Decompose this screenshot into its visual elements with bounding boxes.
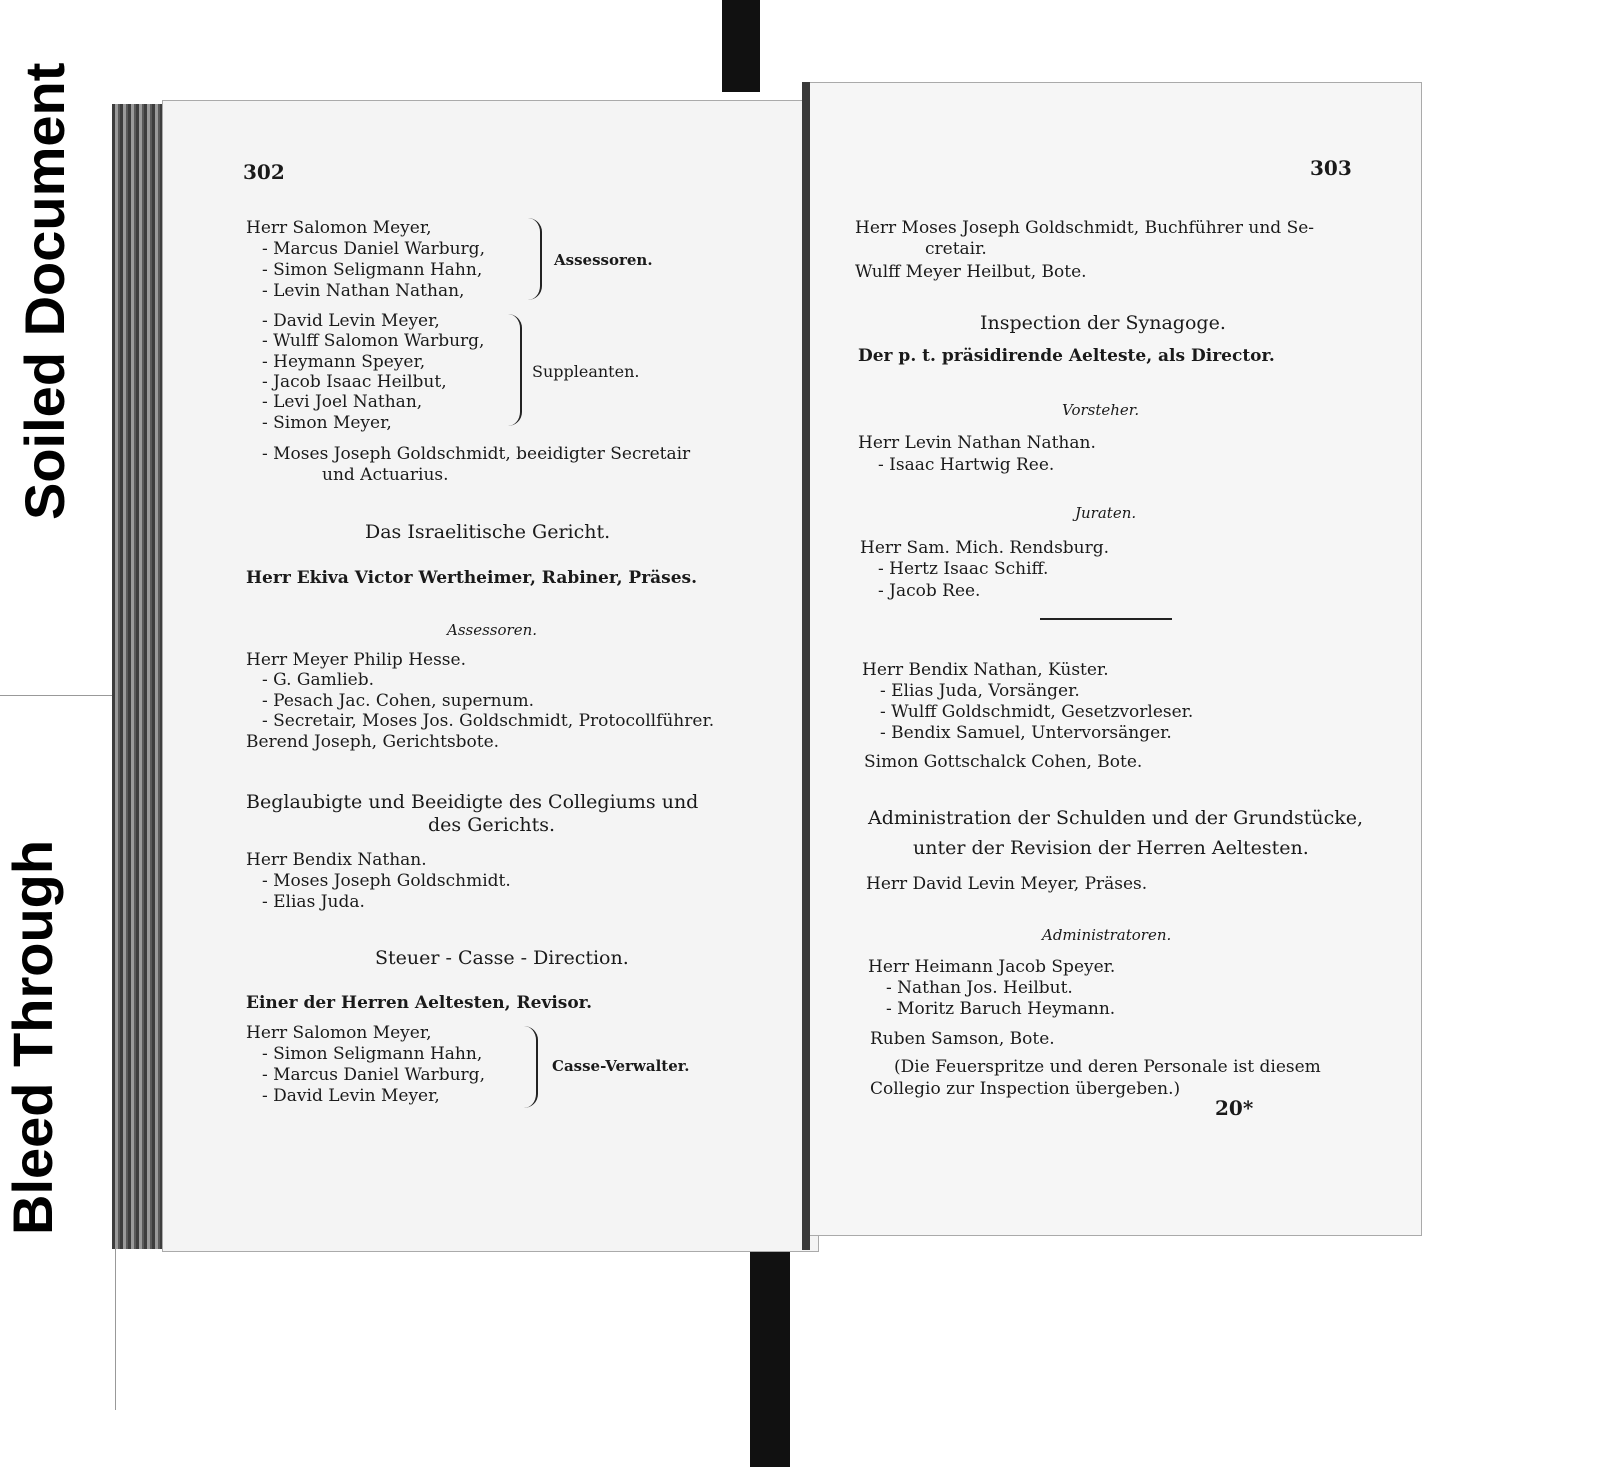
section-divider	[1040, 618, 1172, 620]
admin-bote: Ruben Samson, Bote.	[870, 1029, 1055, 1049]
brace-bracket	[524, 1026, 538, 1108]
gericht-praeses: Herr Ekiva Victor Wertheimer, Rabiner, Präses.	[246, 568, 698, 588]
vorsteher-member: - Isaac Hartwig Ree.	[878, 455, 1055, 475]
synagoge-heading: Inspection der Synagoge.	[980, 312, 1226, 334]
administrator-member: - Moritz Baruch Heymann.	[886, 999, 1116, 1019]
administratoren-heading: Administratoren.	[1042, 926, 1172, 944]
left-page	[162, 100, 819, 1252]
beglaubigte-member: - Moses Joseph Goldschmidt.	[262, 871, 511, 891]
suppleant-line: - Heymann Speyer,	[262, 352, 426, 372]
gericht-assessor: Herr Meyer Philip Hesse.	[246, 650, 466, 670]
top-tape	[722, 0, 760, 92]
juraten-member: - Jacob Ree.	[878, 581, 981, 601]
beglaubigte-heading: Beglaubigte und Beeidigte des Collegiums und	[246, 791, 699, 813]
suppleant-line: - Levi Joel Nathan,	[262, 392, 423, 412]
bottom-tape	[750, 1252, 790, 1467]
casse-member: - Simon Seligmann Hahn,	[262, 1044, 483, 1064]
left-page-number: 302	[243, 160, 285, 184]
gericht-heading: Das Israelitische Gericht.	[365, 521, 611, 543]
kuester-member: Herr Bendix Nathan, Küster.	[862, 660, 1109, 680]
gericht-assessor: - G. Gamlieb.	[262, 670, 374, 690]
synagoge-director: Der p. t. präsidirende Aelteste, als Director.	[858, 346, 1275, 366]
casse-member: Herr Salomon Meyer,	[246, 1023, 432, 1043]
secretair-line: und Actuarius.	[322, 465, 449, 485]
assessoren-label: Assessoren.	[554, 251, 653, 269]
gericht-assessor: - Secretair, Moses Jos. Goldschmidt, Protocollführer.	[262, 711, 715, 731]
administrator-member: Herr Heimann Jacob Speyer.	[868, 957, 1116, 977]
bote-line: Wulff Meyer Heilbut, Bote.	[855, 262, 1087, 282]
beglaubigte-member: - Elias Juda.	[262, 892, 365, 912]
steuer-revisor: Einer der Herren Aeltesten, Revisor.	[246, 993, 593, 1013]
vorsteher-member: Herr Levin Nathan Nathan.	[858, 433, 1096, 453]
gericht-assessor: Berend Joseph, Gerichtsbote.	[246, 732, 500, 752]
buchfuehrer-line: Herr Moses Joseph Goldschmidt, Buchführer und Se-	[855, 218, 1315, 238]
beglaubigte-heading: des Gerichts.	[428, 814, 556, 836]
juraten-heading: Juraten.	[1075, 504, 1137, 522]
brace-bracket	[528, 218, 542, 300]
kuester-member: - Bendix Samuel, Untervorsänger.	[880, 723, 1172, 743]
book-gutter	[802, 82, 810, 1250]
assessor-line: Herr Salomon Meyer,	[246, 218, 432, 238]
steuer-heading: Steuer - Casse - Direction.	[375, 947, 629, 969]
suppleanten-label: Suppleanten.	[532, 362, 640, 381]
juraten-member: Herr Sam. Mich. Rendsburg.	[860, 538, 1110, 558]
admin-heading: Administration der Schulden und der Grundstücke,	[868, 807, 1364, 829]
assessor-line: - Marcus Daniel Warburg,	[262, 239, 485, 259]
kuester-bote: Simon Gottschalck Cohen, Bote.	[864, 752, 1143, 772]
suppleant-line: - Wulff Salomon Warburg,	[262, 331, 485, 351]
bleed-through-label: Bleed Through	[1, 839, 64, 1235]
casse-member: - David Levin Meyer,	[262, 1086, 440, 1106]
admin-praeses: Herr David Levin Meyer, Präses.	[866, 874, 1148, 894]
kuester-member: - Elias Juda, Vorsänger.	[880, 681, 1080, 701]
soiled-document-label: Soiled Document	[13, 62, 76, 520]
buchfuehrer-line: cretair.	[925, 239, 987, 259]
suppleant-line: - Simon Meyer,	[262, 413, 392, 433]
brace-bracket	[508, 314, 522, 426]
right-page-number: 303	[1310, 156, 1352, 180]
juraten-member: - Hertz Isaac Schiff.	[878, 559, 1049, 579]
gericht-assessor: - Pesach Jac. Cohen, supernum.	[262, 691, 535, 711]
admin-heading: unter der Revision der Herren Aeltesten.	[913, 837, 1309, 859]
suppleant-line: - David Levin Meyer,	[262, 311, 440, 331]
kuester-member: - Wulff Goldschmidt, Gesetzvorleser.	[880, 702, 1194, 722]
assessor-line: - Levin Nathan Nathan,	[262, 281, 465, 301]
feuer-note: (Die Feuerspritze und deren Personale ist diesem	[894, 1057, 1321, 1077]
administrator-member: - Nathan Jos. Heilbut.	[886, 978, 1073, 998]
beglaubigte-member: Herr Bendix Nathan.	[246, 850, 427, 870]
assessor-line: - Simon Seligmann Hahn,	[262, 260, 483, 280]
feuer-note: Collegio zur Inspection übergeben.)	[870, 1079, 1181, 1099]
gericht-assessoren-heading: Assessoren.	[447, 621, 538, 639]
secretair-line: - Moses Joseph Goldschmidt, beeidigter Secretair	[262, 444, 691, 464]
signature-mark: 20*	[1215, 1096, 1254, 1120]
suppleant-line: - Jacob Isaac Heilbut,	[262, 372, 447, 392]
vorsteher-heading: Vorsteher.	[1062, 401, 1140, 419]
casse-member: - Marcus Daniel Warburg,	[262, 1065, 485, 1085]
casse-label: Casse-Verwalter.	[552, 1057, 690, 1075]
